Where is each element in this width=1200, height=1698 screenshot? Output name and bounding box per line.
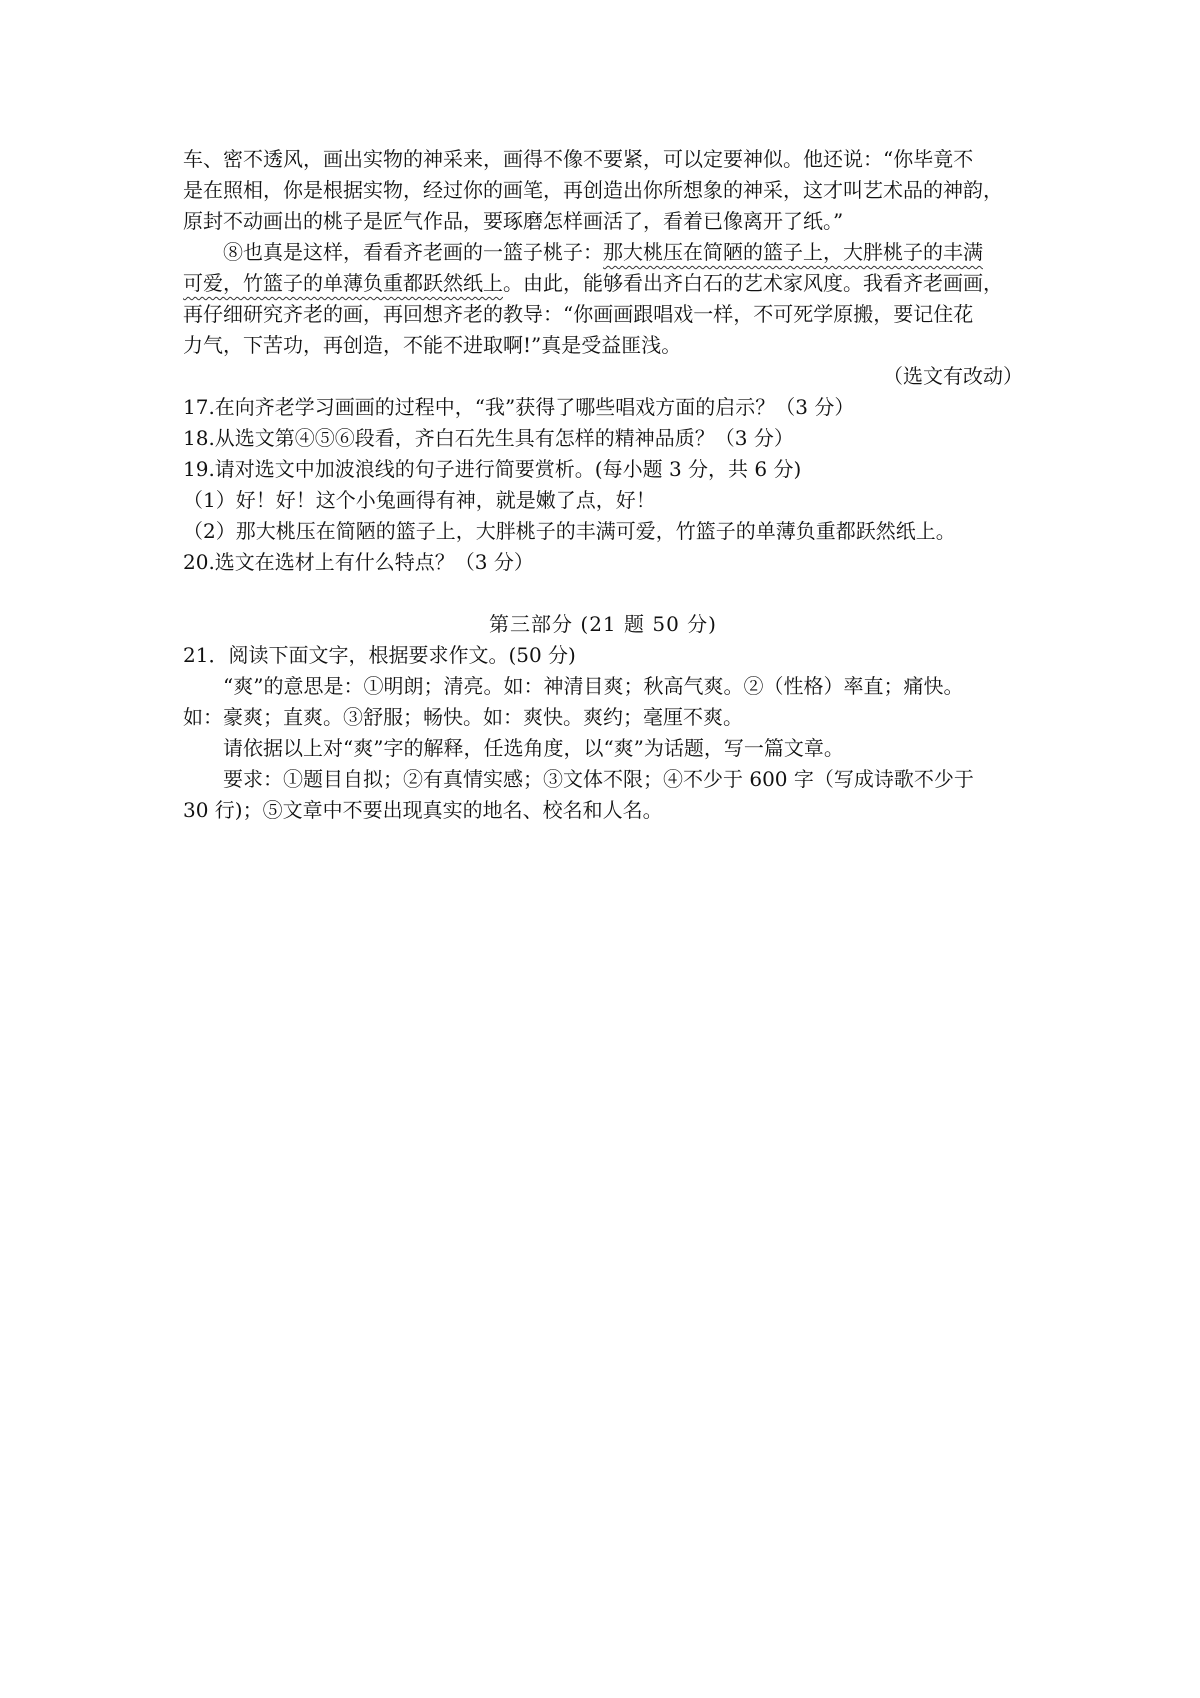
passage-p2-line4: 力气，下苦功，再创造，不能不进取啊!”真是受益匪浅。 [183,333,682,357]
definition-line1: “爽”的意思是：①明朗；清亮。如：神清目爽；秋高气爽。②（性格）率直；痛快。 [223,674,964,698]
essay-requirements-line1: 要求：①题目自拟；②有真情实感；③文体不限；④不少于 600 字（写成诗歌不少于 [223,767,974,791]
passage-source-note: （选文有改动） [883,364,1023,388]
exam-page [183,144,1023,826]
passage-p2-line2 [183,268,1023,299]
section-spacer [183,578,1023,609]
passage-p2-line3: 再仔细研究齐老的画，再回想齐老的教导：“你画画跟唱戏一样，不可死学原搬，要记住花 [183,302,974,326]
question-19: 19.请对选文中加波浪线的句子进行简要赏析。(每小题 3 分，共 6 分) [183,457,802,481]
wavy-underlined-sentence-part2: 可爱，竹篮子的单薄负重都跃然纸上 [183,271,503,295]
question-17: 17.在向齐老学习画画的过程中，“我”获得了哪些唱戏方面的启示？（3 分） [183,395,855,419]
definition-line2: 如：豪爽；直爽。③舒服；畅快。如：爽快。爽约；毫厘不爽。 [183,705,743,729]
question-18: 18.从选文第④⑤⑥段看，齐白石先生具有怎样的精神品质？（3 分） [183,426,794,450]
part3-heading: 第三部分 (21 题 50 分) [489,612,717,636]
wavy-underlined-sentence-part1: 那大桃压在简陋的篮子上，大胖桃子的丰满 [603,240,983,264]
passage-p2-line1 [183,237,1023,268]
passage-p2-line2-plain: 。由此，能够看出齐白石的艺术家风度。我看齐老画画， [503,271,1003,295]
question-19-sub2: （2）那大桃压在简陋的篮子上，大胖桃子的丰满可爱，竹篮子的单薄负重都跃然纸上。 [183,519,956,543]
essay-requirements-line2: 30 行)；⑤文章中不要出现真实的地名、校名和人名。 [183,798,663,822]
passage-p1-line2: 是在照相，你是根据实物，经过你的画笔，再创造出你所想象的神采，这才叫艺术品的神韵， [183,178,1003,202]
essay-instruction: 请依据以上对“爽”字的解释，任选角度，以“爽”为话题，写一篇文章。 [223,736,844,760]
passage-p1-line1: 车、密不透风，画出实物的神采来，画得不像不要紧，可以定要神似。他还说：“你毕竟不 [183,147,974,171]
question-21: 21．阅读下面文字，根据要求作文。(50 分) [183,643,576,667]
question-19-sub1: （1）好！好！这个小兔画得有神，就是嫩了点，好！ [183,488,656,512]
passage-p2-line1-plain: ⑧也真是这样，看看齐老画的一篮子桃子： [223,240,603,264]
question-20: 20.选文在选材上有什么特点？（3 分） [183,550,534,574]
passage-p1-line3: 原封不动画出的桃子是匠气作品，要琢磨怎样画活了，看着已像离开了纸。” [183,209,844,233]
